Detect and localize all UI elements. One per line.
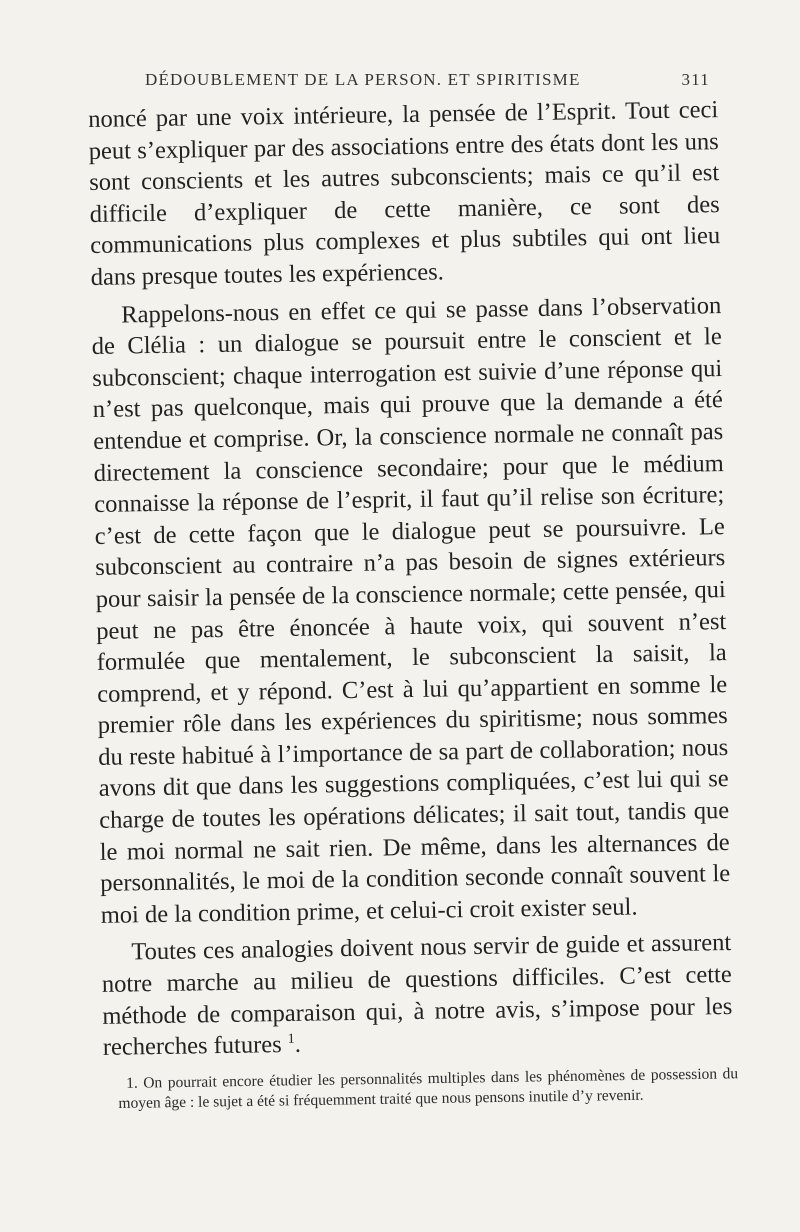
footnote-reference: 1 [287,1031,295,1048]
paragraph-text: Toutes ces analogies doivent nous servir de guide et assurent notre marche au milieu de questions difficiles. C’est cette méthode de comparaison qui, à notre avis, s’impose pour les recherches futures [101,929,733,1062]
footnote [118,1064,739,1114]
running-title: DÉDOUBLEMENT DE LA PERSON. ET SPIRITISME [145,70,581,89]
paragraph: Rappelons-nous en effet ce qui se passe dans l’observation de Clélia : un dialogue se poursuit entre le conscient et le subconscient; chaque interrogation est suivie d’une réponse qui n’est pas quelconque, mais qui prouve que la demande a été entendue et comprise. Or, la conscience normale ne connaît pas directement la conscience secondaire; pour que le médium connaisse la réponse de l’esprit, il faut qu’il relise son écriture; c’est de cette façon que le dialogue peut se poursuivre. Le subconscient au contraire n’a pas besoin de signes extérieurs pour saisir la pensée de la conscience normale; cette pensée, qui peut ne pas être énoncée à haute voix, qui souvent n’est formulée que mentalement, le subconscient la saisit, la comprend, et y répond. C’est à lui qu’appartient en somme le premier rôle dans les expériences du spiritisme; nous sommes du reste habitué à l’importance de sa part de collaboration; nous avons dit que dans les suggestions compliquées, c’est lui qui se charge de toutes les opérations délicates; il sait tout, tandis que le moi normal ne sait rien. De même, dans les alternances de personnalités, le moi de la condition seconde connaît souvent le moi de la condition prime, et celui-ci croit exister seul. [91,291,731,929]
footnote-text: 1. On pourrait encore étudier les personnalités multiples dans les phénomènes de possession du moyen âge : le sujet a été si fréquemment traité que nous pensons inutile d’y revenir. [118,1065,739,1112]
paragraph-end-punctuation: . [294,1030,302,1059]
paragraph-final [101,927,733,1063]
paragraph-continued: noncé par une voix intérieure, la pensée de l’Esprit. Tout ceci peut s’expliquer par des associations entre des états dont les uns sont conscients et les autres subconscients; mais ce qu’il est difficile d’expliquer de cette manière, ce sont des communications plus complexes et plus subtiles qui ont lieu dans presque toutes les expériences. [88,96,721,291]
body-text [88,94,733,1064]
page-number: 311 [681,70,710,89]
